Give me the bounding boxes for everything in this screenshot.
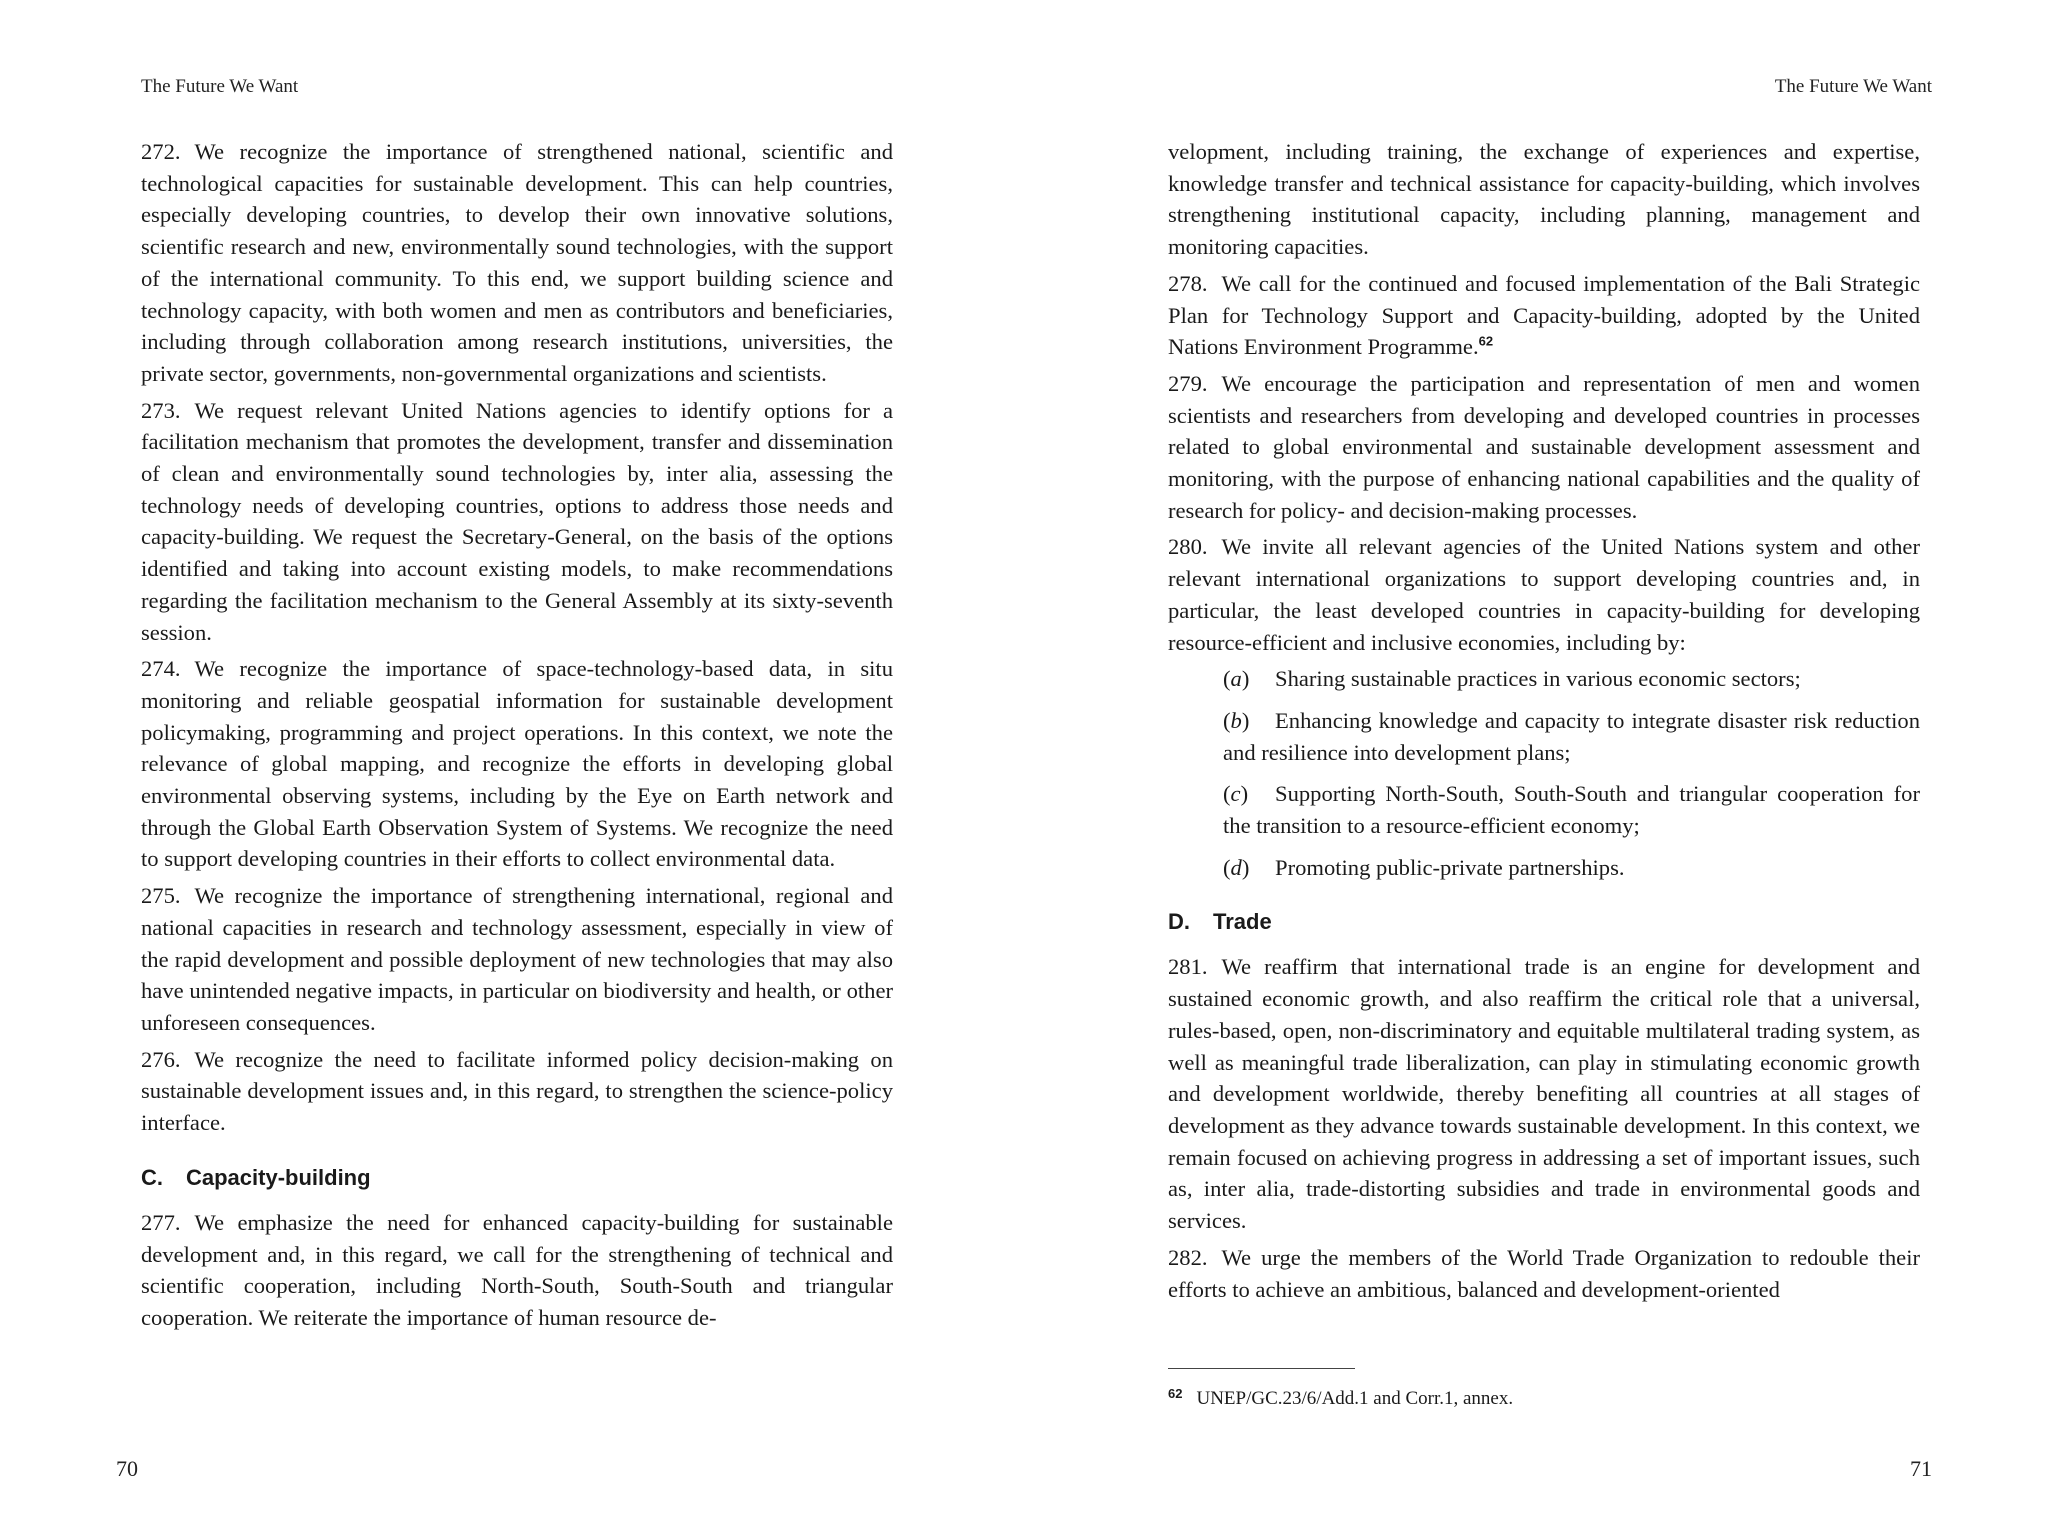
section-letter: C. [141, 1164, 163, 1190]
paragraph-text: We recognize the importance of space-technology-based data, in situ monitoring and reliable geospatial information for sustainable development policymaking, programming and project operations. In this context, we note the relevance of global mapping, and recognize the efforts in developing global environmental observing systems, including by the Eye on Earth network and through the Global Earth Observation System of Systems. We recognize the need to support developing countries in their efforts to collect environmental data. [141, 656, 893, 872]
subitem-c [1223, 778, 1920, 841]
paragraph-number: 273. [141, 397, 181, 423]
footnote-mark: 62 [1168, 1386, 1183, 1401]
left-body-text [141, 136, 893, 1339]
page-number-right: 71 [1910, 1456, 1932, 1481]
paragraph-278 [1168, 268, 1920, 363]
paragraph-text: We request relevant United Nations agencies to identify options for a facilitation mechanism that promotes the development, transfer and dissemination of clean and environmentally sound technologies by, inter alia, assessing the technology needs of developing countries, options to address those needs and capacity-building. We request the Secretary-General, on the basis of the options identified and taking into account existing models, to make recommendations regarding the facilitation mechanism to the General Assembly at its sixty-seventh session. [141, 397, 893, 645]
paragraph-continuation: velopment, including training, the exchange of experiences and expertise, knowledge transfer and technical assistance for capacity-building, which involves strengthening institutional capacity, including planning, management and monitoring capacities. [1168, 139, 1920, 260]
paragraph-number: 272. [141, 139, 181, 164]
paragraph-text: We emphasize the need for enhanced capacity-building for sustainable development and, in this regard, we call for the strengthening of technical and scientific cooperation, including North-South, South-South and triangular cooperation. We reiterate the importance of human resource de- [141, 1209, 893, 1330]
paragraph-number: 280. [1168, 534, 1208, 560]
paragraph-number: 276. [141, 1046, 181, 1072]
subitem-letter: (c) [1223, 781, 1249, 807]
section-title: Trade [1213, 909, 1272, 935]
paragraph-272 [141, 136, 893, 390]
paragraph-text: We call for the continued and focused implementation of the Bali Strategic Plan for Technology Support and Capacity-building, adopted by the United Nations Environment Programme. [1168, 270, 1920, 360]
paragraph-number: 282. [1168, 1244, 1208, 1270]
paragraph-274 [141, 653, 893, 875]
paragraph-277 [141, 1207, 893, 1334]
footnote-62 [1168, 1381, 1513, 1412]
paragraph-281 [1168, 951, 1920, 1236]
subitem-letter: (d) [1223, 854, 1250, 880]
subitem-text: Supporting North-South, South-South and triangular cooperation for the transition to a resource-efficient economy; [1223, 781, 1920, 839]
right-body-text [1168, 136, 1920, 1310]
subitem-text: Sharing sustainable practices in various economic sectors; [1275, 666, 1801, 692]
section-heading-d [1168, 907, 1920, 937]
paragraph-text: We recognize the importance of strengthening international, regional and national capacities in research and technology assessment, especially in view of the rapid development and possible deployment of new technologies that may also have unintended negative impacts, in particular on biodiversity and health, or other unforeseen consequences. [141, 883, 893, 1035]
paragraph-text: We invite all relevant agencies of the United Nations system and other relevant international organizations to support developing countries and, in particular, the least developed countries in capacity-building for developing resource-efficient and inclusive economies, including by: [1168, 534, 1920, 655]
paragraph-276 [141, 1044, 893, 1139]
paragraph-text: We urge the members of the World Trade Organization to redouble their efforts to achieve an ambitious, balanced and development-oriented [1168, 1244, 1920, 1302]
subitem-b [1223, 705, 1920, 768]
subitem-text: Enhancing knowledge and capacity to integrate disaster risk reduction and resilience into development plans; [1223, 707, 1920, 765]
paragraph-number: 275. [141, 883, 181, 909]
running-head-left: The Future We Want [141, 76, 299, 97]
paragraph-273 [141, 395, 893, 649]
subitem-letter: (b) [1223, 707, 1250, 733]
paragraph-text: We reaffirm that international trade is an engine for development and sustained economic growth, and also reaffirm the critical role that a universal, rules-based, open, non-discriminatory and equitable multilateral trading system, as well as meaningful trade liberalization, can play in stimulating economic growth and development worldwide, thereby benefiting all countries at all stages of development as they advance towards sustainable development. In this context, we remain focused on achieving progress in addressing a set of important issues, such as, inter alia, trade-distorting subsidies and trade in environmental goods and services. [1168, 954, 1920, 1234]
paragraph-number: 278. [1168, 270, 1208, 296]
paragraph-text: We recognize the need to facilitate informed policy decision-making on sustainable development issues and, in this regard, to strengthen the science-policy interface. [141, 1046, 893, 1136]
footnote-text: UNEP/GC.23/6/Add.1 and Corr.1, annex. [1196, 1388, 1514, 1409]
paragraph-number: 277. [141, 1209, 181, 1235]
section-heading-c [141, 1163, 893, 1193]
subitem-letter: (a) [1223, 666, 1250, 692]
subitem-text: Promoting public-private partnerships. [1275, 854, 1625, 880]
paragraph-280 [1168, 531, 1920, 658]
footnote-divider [1168, 1368, 1355, 1369]
subitem-d [1223, 852, 1920, 884]
paragraph-282 [1168, 1242, 1920, 1305]
section-letter: D. [1168, 909, 1190, 935]
paragraph-279 [1168, 368, 1920, 527]
running-head-right: The Future We Want [1774, 76, 1932, 97]
paragraph-number: 281. [1168, 954, 1208, 980]
paragraph-275 [141, 880, 893, 1039]
paragraph-text: We recognize the importance of strengthened national, scientific and technological capacities for sustainable development. This can help countries, especially developing countries, to develop their own innovative solutions, scientific research and new, environmentally sound technologies, with the support of the international community. To this end, we support building science and technology capacity, with both women and men as contributors and beneficiaries, including through collaboration among research institutions, universities, the private sector, governments, non-governmental organizations and scientists. [141, 139, 893, 386]
right-page [1024, 0, 2048, 1536]
paragraph-number: 274. [141, 656, 181, 682]
page-number-left: 70 [116, 1456, 138, 1481]
section-title: Capacity-building [186, 1164, 371, 1190]
footnote-reference[interactable]: 62 [1478, 333, 1494, 349]
paragraph-text: We encourage the participation and representation of men and women scientists and researchers from developing and developed countries in processes related to global environmental and sustainable development assessment and monitoring, with the purpose of enhancing national capabilities and the quality of research for policy- and decision-making processes. [1168, 370, 1920, 523]
paragraph-number: 279. [1168, 370, 1208, 396]
subitem-a [1223, 663, 1920, 695]
